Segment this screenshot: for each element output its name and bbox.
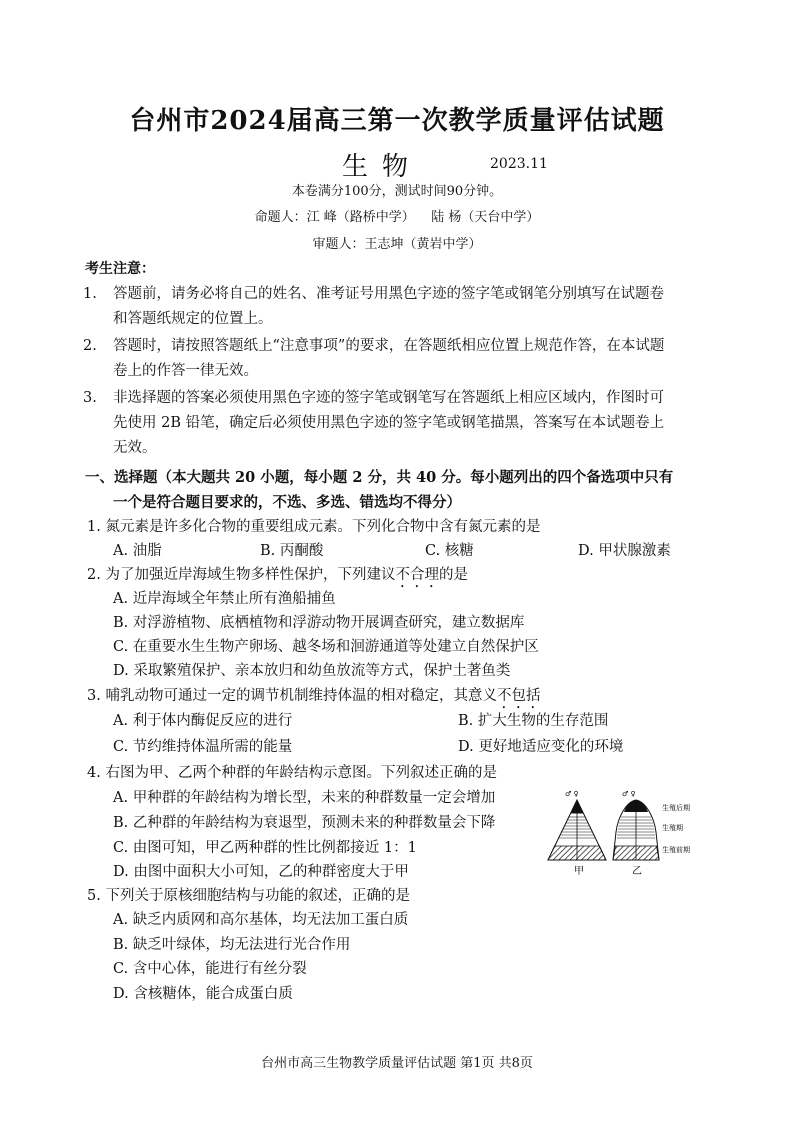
section-line: 一个是符合题目要求的，不选、多选、错选均不得分） (113, 494, 461, 511)
question-3-option-d: D. 更好地适应变化的环境 (458, 739, 624, 755)
question-3-stem (87, 684, 540, 712)
notice-line: 卷上的作答一律无效。 (113, 363, 258, 379)
question-1-stem: 1. 氮元素是许多化合物的重要组成元素。下列化合物中含有氮元素的是 (87, 519, 541, 535)
question-1-option-c: C. 核糖 (425, 543, 474, 559)
caption-yi: 乙 (632, 866, 642, 877)
age-structure-diagram (540, 782, 690, 882)
label-pre-reproductive: 生殖前期 (662, 846, 690, 854)
reviewer: 审题人：王志坤（黄岩中学） (312, 237, 482, 252)
question-5-option-b: B. 缺乏叶绿体，均无法进行光合作用 (113, 937, 351, 953)
stem-text: 3. 哺乳动物可通过一定的调节机制维持体温的相对稳定，其意义 (87, 688, 497, 704)
stem-text: 的是 (438, 567, 468, 583)
question-3-option-a: A. 利于体内酶促反应的进行 (113, 713, 293, 729)
subject-line (0, 146, 794, 180)
notice-num: 1. (83, 286, 97, 302)
question-4-option-d: D. 由图中面积大小可知，乙的种群密度大于甲 (113, 864, 409, 880)
sex-symbols-yi: ♂ ♀ (622, 790, 636, 798)
stem-text: 2. 为了加强近岸海域生物多样性保护，下列建议 (87, 567, 396, 583)
question-5-option-a: A. 缺乏内质网和高尔基体，均无法加工蛋白质 (113, 912, 409, 928)
notice-num: 3. (83, 390, 97, 406)
question-2-option-c: C. 在重要水生生物产卵场、越冬场和洄游通道等处建立自然保护区 (113, 639, 539, 655)
sex-symbols-jia: ♂ ♀ (565, 790, 579, 798)
question-4-option-b: B. 乙种群的年龄结构为衰退型，预测未来的种群数量会下降 (113, 815, 496, 831)
question-2-option-b: B. 对浮游植物、底栖植物和浮游动物开展调查研究，建立数据库 (113, 615, 525, 631)
pyramid-jia-pre-reproductive (548, 846, 606, 860)
question-3-option-b: B. 扩大生物的生存范围 (458, 713, 609, 729)
notice-item-2 (83, 334, 713, 384)
question-5-stem: 5. 下列关于原核细胞结构与功能的叙述，正确的是 (87, 888, 410, 904)
question-4-option-c: C. 由图可知，甲乙两种群的性比例都接近 1：1 (113, 840, 417, 856)
question-4-stem: 4. 右图为甲、乙两个种群的年龄结构示意图。下列叙述正确的是 (87, 765, 497, 781)
authors: 命题人：江 峰（路桥中学） 陆 杨（天台中学） (254, 210, 540, 225)
age-structure-figure (540, 782, 690, 882)
stem-emphasis: 不包括 (496, 688, 541, 704)
section-1-heading (85, 465, 715, 515)
question-5-option-d: D. 含核糖体，能合成蛋白质 (113, 986, 293, 1002)
notice-line: 答题时，请按照答题纸上“注意事项”的要求，在答题纸相应位置上规范作答，在本试题 (113, 338, 665, 354)
page-footer: 台州市高三生物教学质量评估试题 第1页 共8页 (261, 1056, 533, 1071)
question-1-option-d: D. 甲状腺激素 (578, 543, 671, 559)
notice-item-3 (83, 386, 713, 461)
pyramid-yi-pre-reproductive (613, 846, 659, 860)
notice-line: 和答题纸规定的位置上。 (113, 311, 273, 327)
notice-line: 答题前，请务必将自己的姓名、准考证号用黑色字迹的签字笔或钢笔分别填写在试题卷 (113, 286, 664, 302)
question-2-option-d: D. 采取繁殖保护、亲本放归和幼鱼放流等方式，保护土著鱼类 (113, 663, 511, 679)
label-post-reproductive: 生殖后期 (662, 804, 690, 812)
stem-emphasis: 不合理 (395, 567, 439, 583)
question-5-option-c: C. 含中心体，能进行有丝分裂 (113, 961, 307, 977)
question-1-option-a: A. 油脂 (113, 543, 162, 559)
notice-heading: 考生注意： (85, 261, 155, 277)
question-1-option-b: B. 丙酮酸 (260, 543, 324, 559)
label-reproductive: 生殖期 (662, 824, 683, 832)
exam-title: 台州市2024届高三第一次教学质量评估试题 (129, 106, 665, 136)
question-4-option-a: A. 甲种群的年龄结构为增长型，未来的种群数量一定会增加 (113, 790, 496, 806)
question-2-option-a: A. 近岸海域全年禁止所有渔船捕鱼 (113, 591, 336, 607)
notice-num: 2. (83, 338, 97, 354)
subject-name: 生物 (342, 152, 423, 182)
score-time: 本卷满分100分，测试时间90分钟。 (291, 184, 503, 199)
pyramid-yi (613, 800, 659, 860)
notice-line: 无效。 (113, 440, 157, 456)
exam-date: 2023.11 (490, 156, 548, 172)
notice-line: 先使用 2B 铅笔，确定后必须使用黑色字迹的签字笔或钢笔描黑，答案写在本试题卷上 (113, 415, 665, 431)
section-line: 一、选择题（本大题共 20 小题，每小题 2 分，共 40 分。每小题列出的四个备选项中只有 (85, 469, 674, 486)
caption-jia: 甲 (574, 866, 584, 877)
notice-item-1 (83, 282, 713, 332)
notice-line: 非选择题的答案必须使用黑色字迹的签字笔或钢笔写在答题纸上相应区域内，作图时可 (113, 390, 664, 406)
pyramid-jia (548, 800, 606, 860)
question-3-option-c: C. 节约维持体温所需的能量 (113, 739, 293, 755)
